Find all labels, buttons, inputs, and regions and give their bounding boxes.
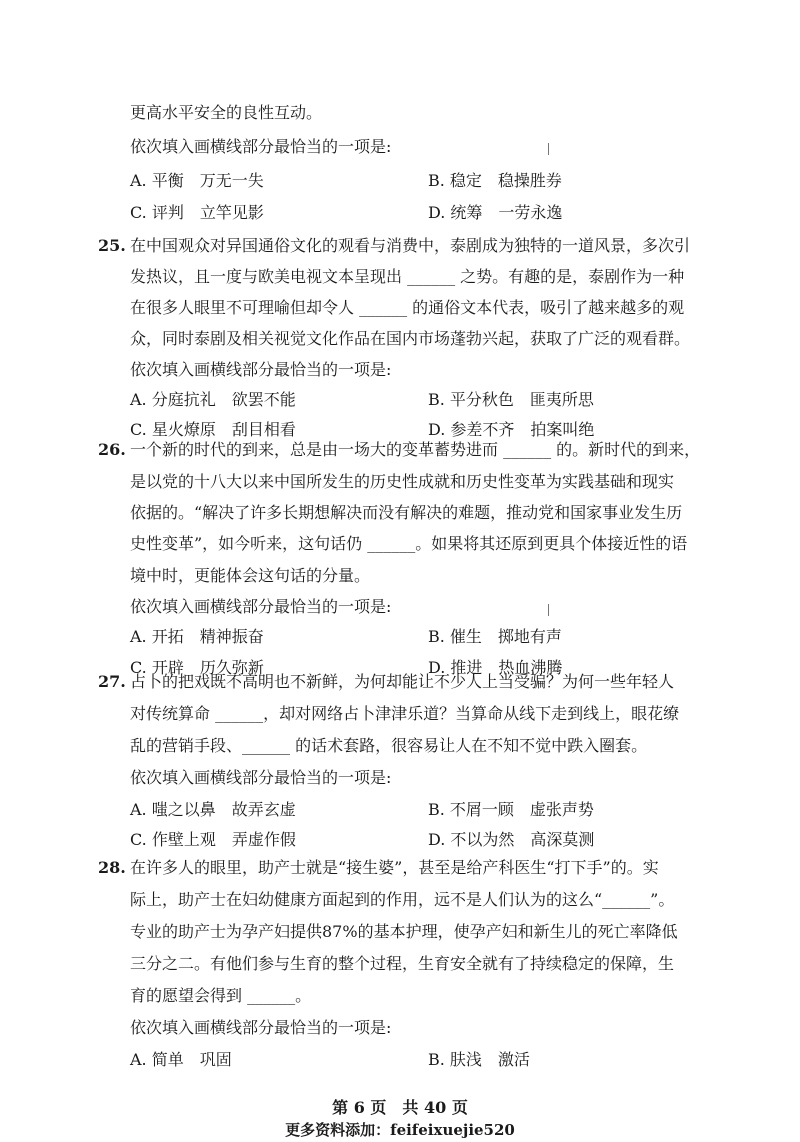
q27-line-3: 乱的营销手段、______ 的话术套路，很容易让人在不知不觉中跌入圈套。 xyxy=(130,736,648,755)
q26-option-a: A. 开拓 精神振奋 xyxy=(130,627,264,646)
q26-line-1: 一个新的时代的到来，总是由一场大的变革蓄势进而 ______ 的。新时代的到来， xyxy=(130,440,701,459)
q24-option-c: C. 评判 立竿见影 xyxy=(130,203,264,222)
q28-line-1: 在许多人的眼里，助产士就是“接生婆”，甚至是给产科医生“打下手”的。实 xyxy=(130,858,659,877)
q24-option-d: D. 统筹 一劳永逸 xyxy=(428,203,563,222)
q27-option-c: C. 作壁上观 弄虚作假 xyxy=(130,830,296,849)
q25-line-1: 在中国观众对异国通俗文化的观看与消费中，泰剧成为独特的一道风景，多次引 xyxy=(130,236,691,255)
q28-option-a: A. 简单 巩固 xyxy=(130,1050,232,1069)
q27-line-2: 对传统算命 ______，却对网络占卜津津乐道？当算命从线下走到线上，眼花缭 xyxy=(130,704,680,723)
q26-line-3: 依据的。“解决了许多长期想解决而没有解决的难题，推动党和国家事业发生历 xyxy=(130,503,683,522)
q24-continuation: 更高水平安全的良性互动。 xyxy=(130,103,323,122)
q25-option-b: B. 平分秋色 匪夷所思 xyxy=(428,390,594,409)
q25-option-a: A. 分庭抗礼 欲罢不能 xyxy=(130,390,296,409)
q27-prompt: 依次填入画横线部分最恰当的一项是: xyxy=(130,768,392,787)
q26-line-5: 境中时，更能体会这句话的分量。 xyxy=(130,566,371,585)
q26-option-b: B. 催生 掷地有声 xyxy=(428,627,562,646)
q25-option-d: D. 参差不齐 拍案叫绝 xyxy=(428,420,595,439)
q25-line-3: 在很多人眼里不可理喻但却令人 ______ 的通俗文本代表，吸引了越来越多的观 xyxy=(130,298,685,317)
q26-line-2: 是以党的十八大以来中国所发生的历史性成就和历史性变革为实践基础和现实 xyxy=(130,472,675,491)
q28-line-3: 专业的助产士为孕产妇提供87%的基本护理，使孕产妇和新生儿的死亡率降低 xyxy=(130,922,678,941)
q27-option-b: B. 不屑一顾 虚张声势 xyxy=(428,800,594,819)
q25-line-4: 众，同时泰剧及相关视觉文化作品在国内市场蓬勃兴起，获取了广泛的观看群。 xyxy=(130,329,691,348)
q27-option-a: A. 嗤之以鼻 故弄玄虚 xyxy=(130,800,296,819)
q25-number: 25. xyxy=(98,236,126,255)
contact-info: 更多资料添加：feifeixuejie520 xyxy=(285,1121,515,1139)
q26-line-4: 史性变革”，如今听来，这句话仍 ______。如果将其还原到更具个体接近性的语 xyxy=(130,534,688,553)
q25-line-2: 发热议，且一度与欧美电视文本呈现出 ______ 之势。有趣的是，泰剧作为一种 xyxy=(130,267,685,286)
q27-option-d: D. 不以为然 高深莫测 xyxy=(428,830,595,849)
q26-prompt: 依次填入画横线部分最恰当的一项是: xyxy=(130,597,392,616)
page-number: 第 6 页 共 40 页 xyxy=(332,1098,468,1117)
q27-line-1: 占卜的把戏既不高明也不新鲜，为何却能让不少人上当受骗？为何一些年轻人 xyxy=(130,672,675,691)
q28-line-4: 三分之二。有他们参与生育的整个过程，生育安全就有了持续稳定的保障，生 xyxy=(130,954,675,973)
q26-option-c: C. 开辟 历久弥新 xyxy=(130,658,264,677)
q27-number: 27. xyxy=(98,672,126,691)
q28-number: 28. xyxy=(98,858,126,877)
q24-option-b: B. 稳定 稳操胜券 xyxy=(428,171,562,190)
scan-mark xyxy=(548,604,549,616)
q24-prompt: 依次填入画横线部分最恰当的一项是: xyxy=(130,137,392,156)
q28-line-2: 际上，助产士在妇幼健康方面起到的作用，远不是人们认为的这么“______”。 xyxy=(130,890,675,909)
q24-option-a: A. 平衡 万无一失 xyxy=(130,171,264,190)
q28-prompt: 依次填入画横线部分最恰当的一项是: xyxy=(130,1018,392,1037)
q26-option-d: D. 推进 热血沸腾 xyxy=(428,658,563,677)
q26-number: 26. xyxy=(98,440,126,459)
q28-option-b: B. 肤浅 激活 xyxy=(428,1050,530,1069)
q28-line-5: 育的愿望会得到 ______。 xyxy=(130,986,312,1005)
q25-option-c: C. 星火燎原 刮目相看 xyxy=(130,420,296,439)
scan-mark xyxy=(548,143,549,155)
q25-prompt: 依次填入画横线部分最恰当的一项是: xyxy=(130,360,392,379)
